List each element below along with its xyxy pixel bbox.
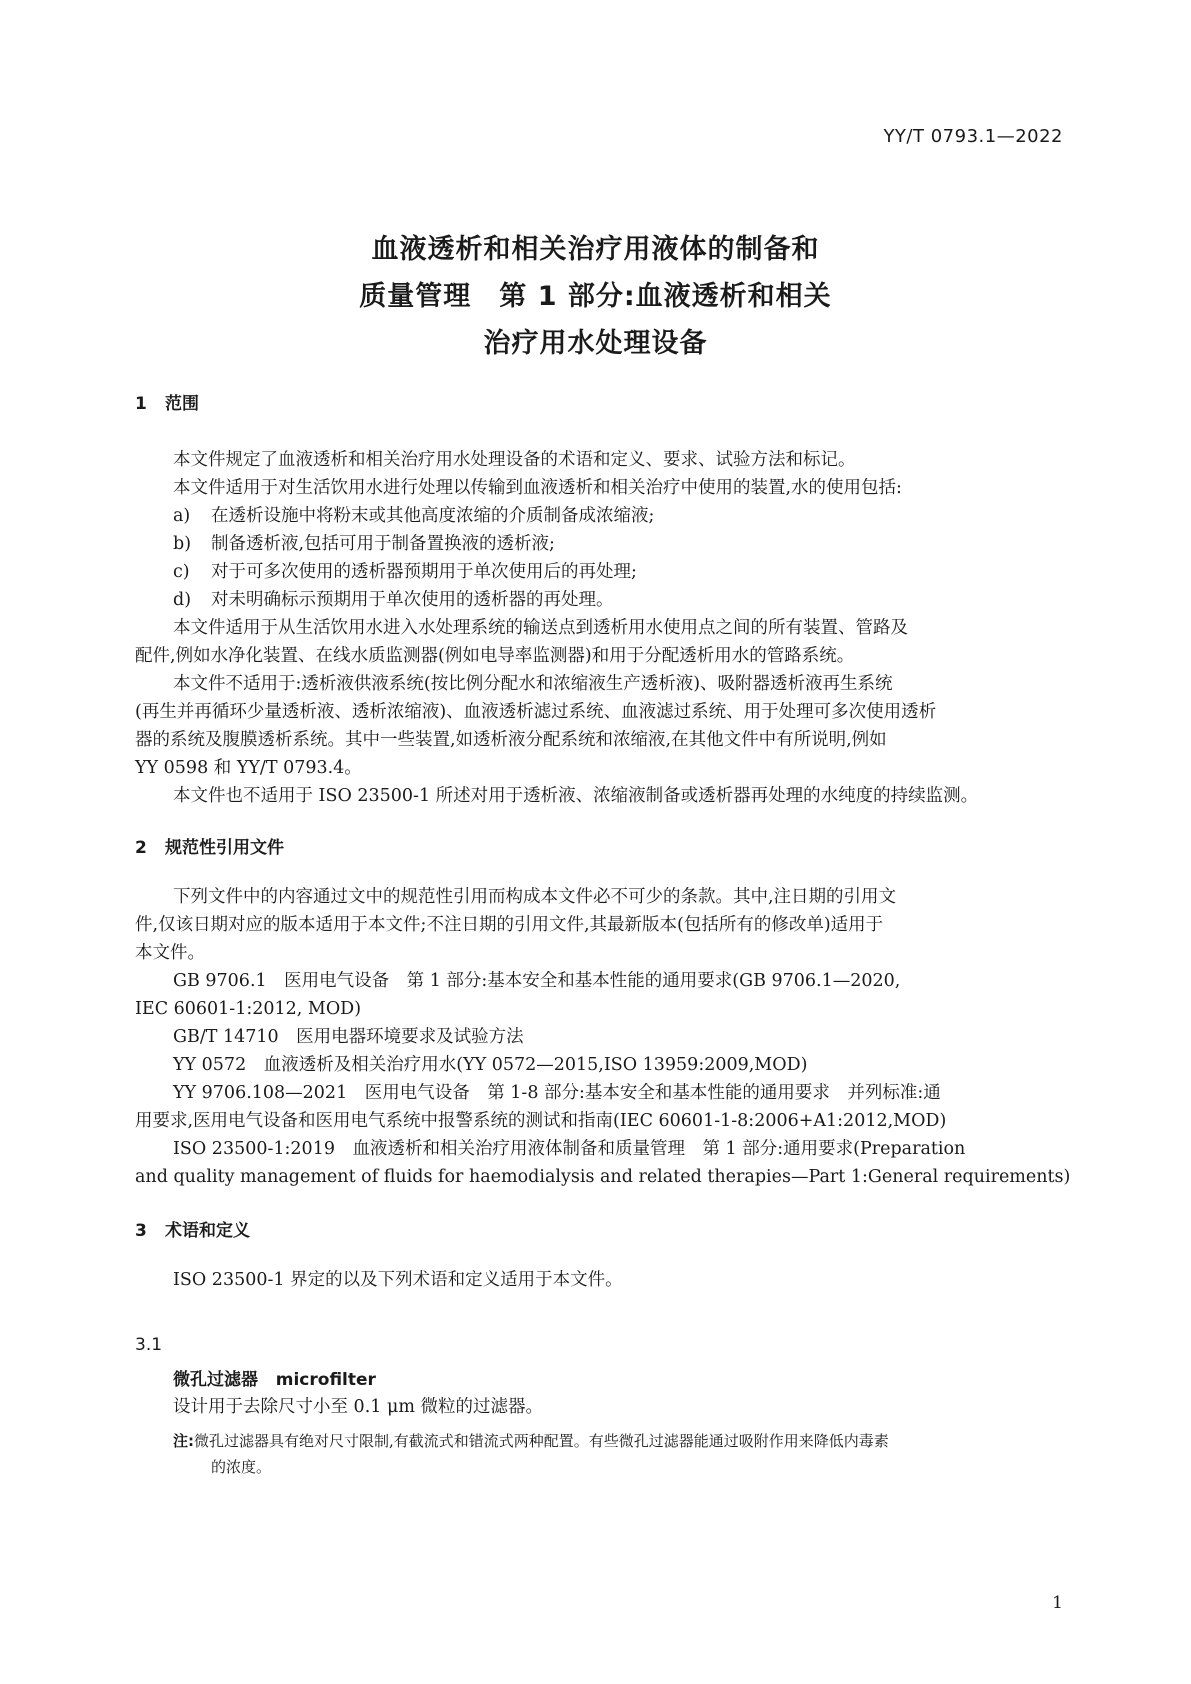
list-label: d) [173,590,192,610]
term-chinese: 微孔过滤器 [173,1370,258,1390]
reference-line: and quality management of fluids for haemodialysis and related therapies—Part 1:General requirements) [135,1167,1071,1187]
list-item [135,558,1058,586]
note [173,1428,889,1480]
paragraph-line: YY 0598 和 YY/T 0793.4。 [135,758,362,778]
term-name [173,1365,376,1390]
reference-line: ISO 23500-1:2019 血液透析和相关治疗用液体制备和质量管理 第 1 部分:通用要求(Preparation [173,1139,966,1159]
paragraph-line: 本文件不适用于:透析液供液系统(按比例分配水和浓缩液生产透析液)、吸附器透析液再生系统 [173,674,893,694]
section-number: 1 [135,394,147,414]
list-item [135,530,1058,558]
document-title [0,226,1191,367]
title-line-3: 治疗用水处理设备 [483,328,708,359]
section-3-body [135,1266,1058,1294]
page-number: 1 [1052,1593,1063,1613]
reference-line: 用要求,医用电气设备和医用电气系统中报警系统的测试和指南(IEC 60601-1-8:2006+A1:2012,MOD) [135,1111,947,1131]
paragraph-line: 本文件适用于从生活饮用水进入水处理系统的输送点到透析用水使用点之间的所有装置、管路及 [173,618,908,638]
section-title: 术语和定义 [165,1221,250,1241]
term-number: 3.1 [135,1335,163,1355]
paragraph-line: 本文件。 [135,943,205,963]
section-number: 3 [135,1221,147,1241]
list-item [135,502,1058,530]
paragraph: ISO 23500-1 界定的以及下列术语和定义适用于本文件。 [173,1270,623,1290]
paragraph: 本文件规定了血液透析和相关治疗用水处理设备的术语和定义、要求、试验方法和标记。 [173,450,856,470]
list-text: 制备透析液,包括可用于制备置换液的透析液; [211,534,555,554]
section-3-heading [135,1216,250,1241]
list-text: 对未明确标示预期用于单次使用的透析器的再处理。 [211,590,614,610]
paragraph: 本文件也不适用于 ISO 23500-1 所述对用于透析液、浓缩液制备或透析器再处理的水纯度的持续监测。 [173,786,979,806]
paragraph-line: (再生并再循环少量透析液、透析浓缩液)、血液透析滤过系统、血液滤过系统、用于处理可多次使用透析 [135,702,937,722]
list-label: c) [173,562,190,582]
paragraph-line: 器的系统及腹膜透析系统。其中一些装置,如透析液分配系统和浓缩液,在其他文件中有所说明,例如 [135,730,887,750]
section-1-body [135,446,1058,810]
standard-code: YY/T 0793.1—2022 [883,126,1063,147]
list-text: 在透析设施中将粉末或其他高度浓缩的介质制备成浓缩液; [211,506,655,526]
note-label: 注: [173,1432,194,1450]
note-text: 微孔过滤器具有绝对尺寸限制,有截流式和错流式两种配置。有些微孔过滤器能通过吸附作用来降低内毒素 [194,1432,889,1450]
paragraph: 本文件适用于对生活饮用水进行处理以传输到血液透析和相关治疗中使用的装置,水的使用包括: [173,478,902,498]
list-text: 对于可多次使用的透析器预期用于单次使用后的再处理; [211,562,637,582]
section-title: 范围 [165,394,199,414]
list-label: a) [173,506,191,526]
reference-line: GB/T 14710 医用电器环境要求及试验方法 [173,1027,524,1047]
paragraph-line: 配件,例如水净化装置、在线水质监测器(例如电导率监测器)和用于分配透析用水的管路系统。 [135,646,855,666]
section-title: 规范性引用文件 [165,838,284,858]
term-english: microfilter [275,1370,376,1390]
title-line-2: 质量管理 第 1 部分:血液透析和相关 [359,281,832,312]
section-number: 2 [135,838,147,858]
reference-line: YY 0572 血液透析及相关治疗用水(YY 0572—2015,ISO 13959:2009,MOD) [173,1055,808,1075]
section-2-body [135,883,1071,1191]
title-line-1: 血液透析和相关治疗用液体的制备和 [371,234,820,265]
paragraph-line: 下列文件中的内容通过文中的规范性引用而构成本文件必不可少的条款。其中,注日期的引用文 [173,887,897,907]
paragraph-line: 件,仅该日期对应的版本适用于本文件;不注日期的引用文件,其最新版本(包括所有的修改单)适用于 [135,915,884,935]
section-2-heading [135,833,284,858]
list-item [135,586,1058,614]
term-definition: 设计用于去除尺寸小至 0.1 μm 微粒的过滤器。 [173,1397,543,1417]
list-label: b) [173,534,192,554]
reference-line: YY 9706.108—2021 医用电气设备 第 1-8 部分:基本安全和基本性能的通用要求 并列标准:通 [173,1083,941,1103]
note-text-cont: 的浓度。 [211,1458,272,1476]
reference-line: GB 9706.1 医用电气设备 第 1 部分:基本安全和基本性能的通用要求(GB 9706.1—2020, [173,971,901,991]
reference-line: IEC 60601-1:2012, MOD) [135,999,362,1019]
section-1-heading [135,389,199,414]
